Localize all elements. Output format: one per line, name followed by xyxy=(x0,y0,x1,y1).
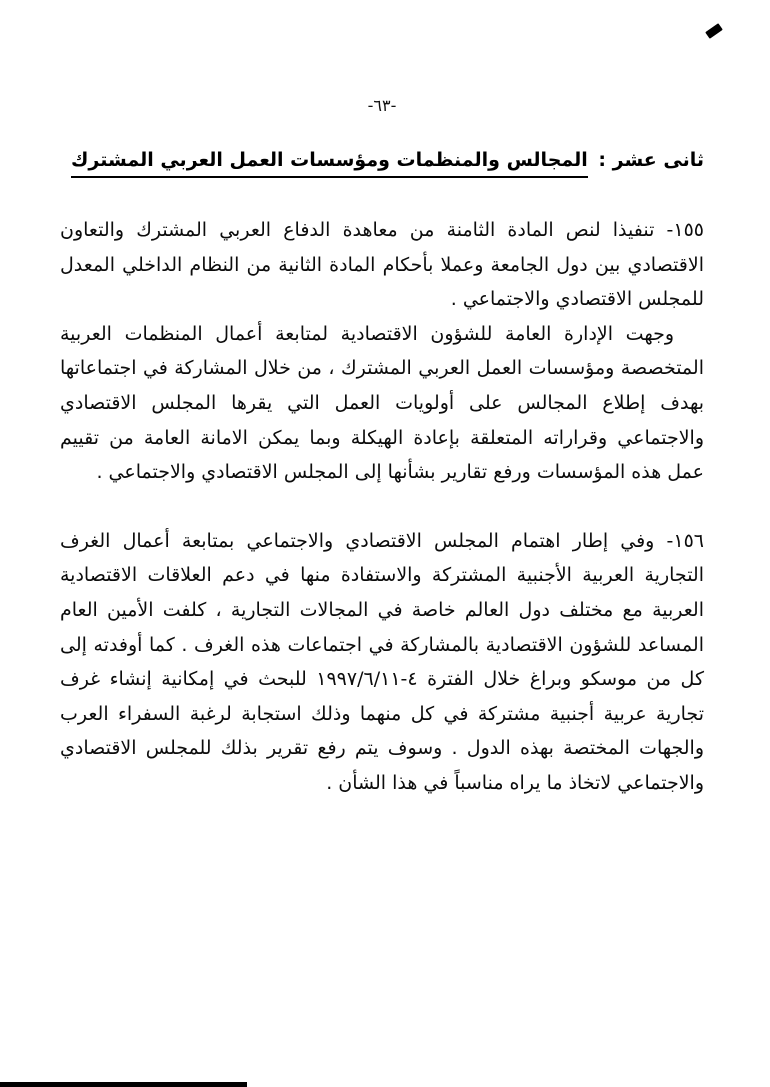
paragraph xyxy=(60,317,704,490)
paragraph-text: تنفيذا لنص المادة الثامنة من معاهدة الدفاع العربي المشترك والتعاون الاقتصادي بين دول الجامعة وعملا بأحكام المادة الثانية من النظام الداخلي المعدل للمجلس الاقتصادي والاجتماعي . xyxy=(60,219,704,311)
scan-artifact-bottom-left xyxy=(0,1082,247,1087)
page-number: -٦٣- xyxy=(367,96,397,115)
document-body xyxy=(60,213,704,801)
section-heading xyxy=(60,149,704,171)
paragraph xyxy=(60,213,704,317)
section-heading-title: المجالس والمنظمات ومؤسسات العمل العربي المشترك xyxy=(71,149,588,178)
paragraph xyxy=(60,524,704,801)
paragraph-item-156 xyxy=(60,524,704,801)
paragraph-item-155 xyxy=(60,213,704,490)
paragraph-number: ١٥٥- xyxy=(666,219,704,241)
paragraph-number: ١٥٦- xyxy=(666,529,704,552)
paragraph-text: وفي إطار اهتمام المجلس الاقتصادي والاجتماعي بمتابعة أعمال الغرف التجارية العربية الأجنبية المشتركة والاستفادة منها في دعم العلاقات الاقتصادية العربية مع مختلف دول العالم خاصة في المجالات التجارية ، كلفت الأمين العام المساعد للشؤون الاقتصادية بالمشاركة في اجتماعات هذه الغرف . كما أوفدته إلى كل من موسكو وبراغ خلال الفترة ٤-١١‏/٦‏/١٩٩٧ للبحث في إمكانية إنشاء غرف تجارية عربية أجنبية مشتركة في كل منهما وذلك استجابة لرغبة السفراء العرب والجهات المختصة بهذه الدول . وسوف يتم رفع تقرير بذلك للمجلس الاقتصادي والاجتماعي لاتخاذ ما يراه مناسباً في هذا الشأن . xyxy=(60,529,704,794)
paragraph-text: وجهت الإدارة العامة للشؤون الاقتصادية لمتابعة أعمال المنظمات العربية المتخصصة ومؤسسات العمل العربي المشترك ، من خلال المشاركة في اجتماعاتها بهدف إطلاع المجالس على أولويات العمل التي يقرها المجلس الاقتصادي والاجتماعي وقراراته المتعلقة بإعادة الهيكلة وبما يمكن الامانة العامة من تقييم عمل هذه المؤسسات ورفع تقارير بشأنها إلى المجلس الاقتصادي والاجتماعي . xyxy=(60,322,704,484)
section-heading-prefix: ثانى عشر : xyxy=(598,149,704,171)
